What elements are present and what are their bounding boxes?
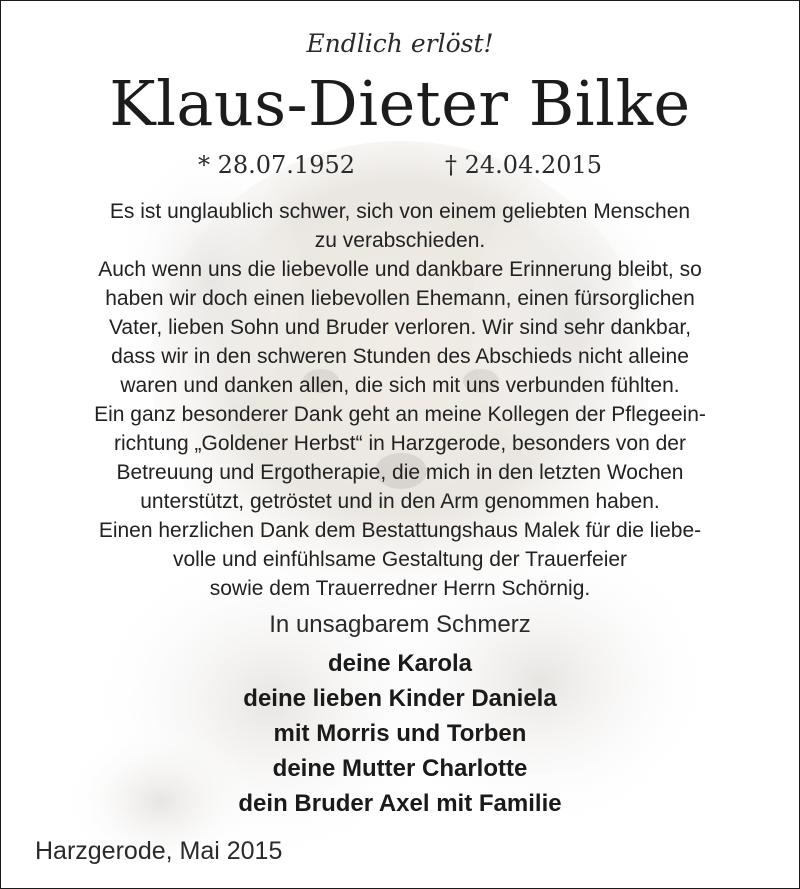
deceased-name: Klaus-Dieter Bilke bbox=[109, 67, 691, 140]
text-line: Betreuung und Ergotherapie, die mich in den letzten Wochen bbox=[116, 461, 684, 484]
text-line: sowie dem Trauerredner Herrn Schörnig. bbox=[209, 577, 591, 600]
text-line: zu verabschieden. bbox=[314, 229, 486, 252]
life-dates bbox=[1, 151, 799, 179]
mourner: dein Bruder Axel mit Familie bbox=[238, 790, 562, 817]
text-line: Es ist unglaublich schwer, sich von einem geliebten Menschen bbox=[109, 200, 691, 223]
text-line: Ein ganz besonderer Dank geht an meine Kollegen der Pflegeein- bbox=[94, 403, 706, 426]
birth-date: * 28.07.1952 bbox=[197, 151, 355, 179]
mourner: mit Morris und Torben bbox=[273, 720, 527, 747]
mourners-list bbox=[1, 646, 799, 821]
place-date: Harzgerode, Mai 2015 bbox=[35, 837, 283, 865]
text-line: dass wir in den schweren Stunden des Abschieds nicht alleine bbox=[111, 345, 689, 368]
text-line: unterstützt, getröstet und in den Arm genommen haben. bbox=[140, 490, 660, 513]
text-line: haben wir doch einen liebevollen Ehemann, einen fürsorglichen bbox=[105, 287, 695, 310]
mourner: deine Mutter Charlotte bbox=[272, 755, 528, 782]
mourner: deine lieben Kinder Daniela bbox=[243, 685, 557, 712]
motto: Endlich erlöst! bbox=[306, 29, 494, 58]
text-line: waren und danken allen, die sich mit uns verbunden fühlten. bbox=[120, 374, 680, 397]
text-line: volle und einfühlsame Gestaltung der Trauerfeier bbox=[172, 548, 628, 571]
signoff: In unsagbarem Schmerz bbox=[269, 611, 531, 638]
death-date: † 24.04.2015 bbox=[445, 151, 603, 179]
text-line: Auch wenn uns die liebevolle und dankbare Erinnerung bleibt, so bbox=[98, 258, 702, 281]
text-line: Vater, lieben Sohn und Bruder verloren. Wir sind sehr dankbar, bbox=[108, 316, 692, 339]
obituary-text bbox=[29, 197, 771, 603]
text-line: Einen herzlichen Dank dem Bestattungshaus Malek für die liebe- bbox=[98, 519, 702, 542]
text-line: richtung „Goldener Herbst“ in Harzgerode, besonders von der bbox=[114, 432, 686, 455]
mourner: deine Karola bbox=[327, 650, 473, 677]
